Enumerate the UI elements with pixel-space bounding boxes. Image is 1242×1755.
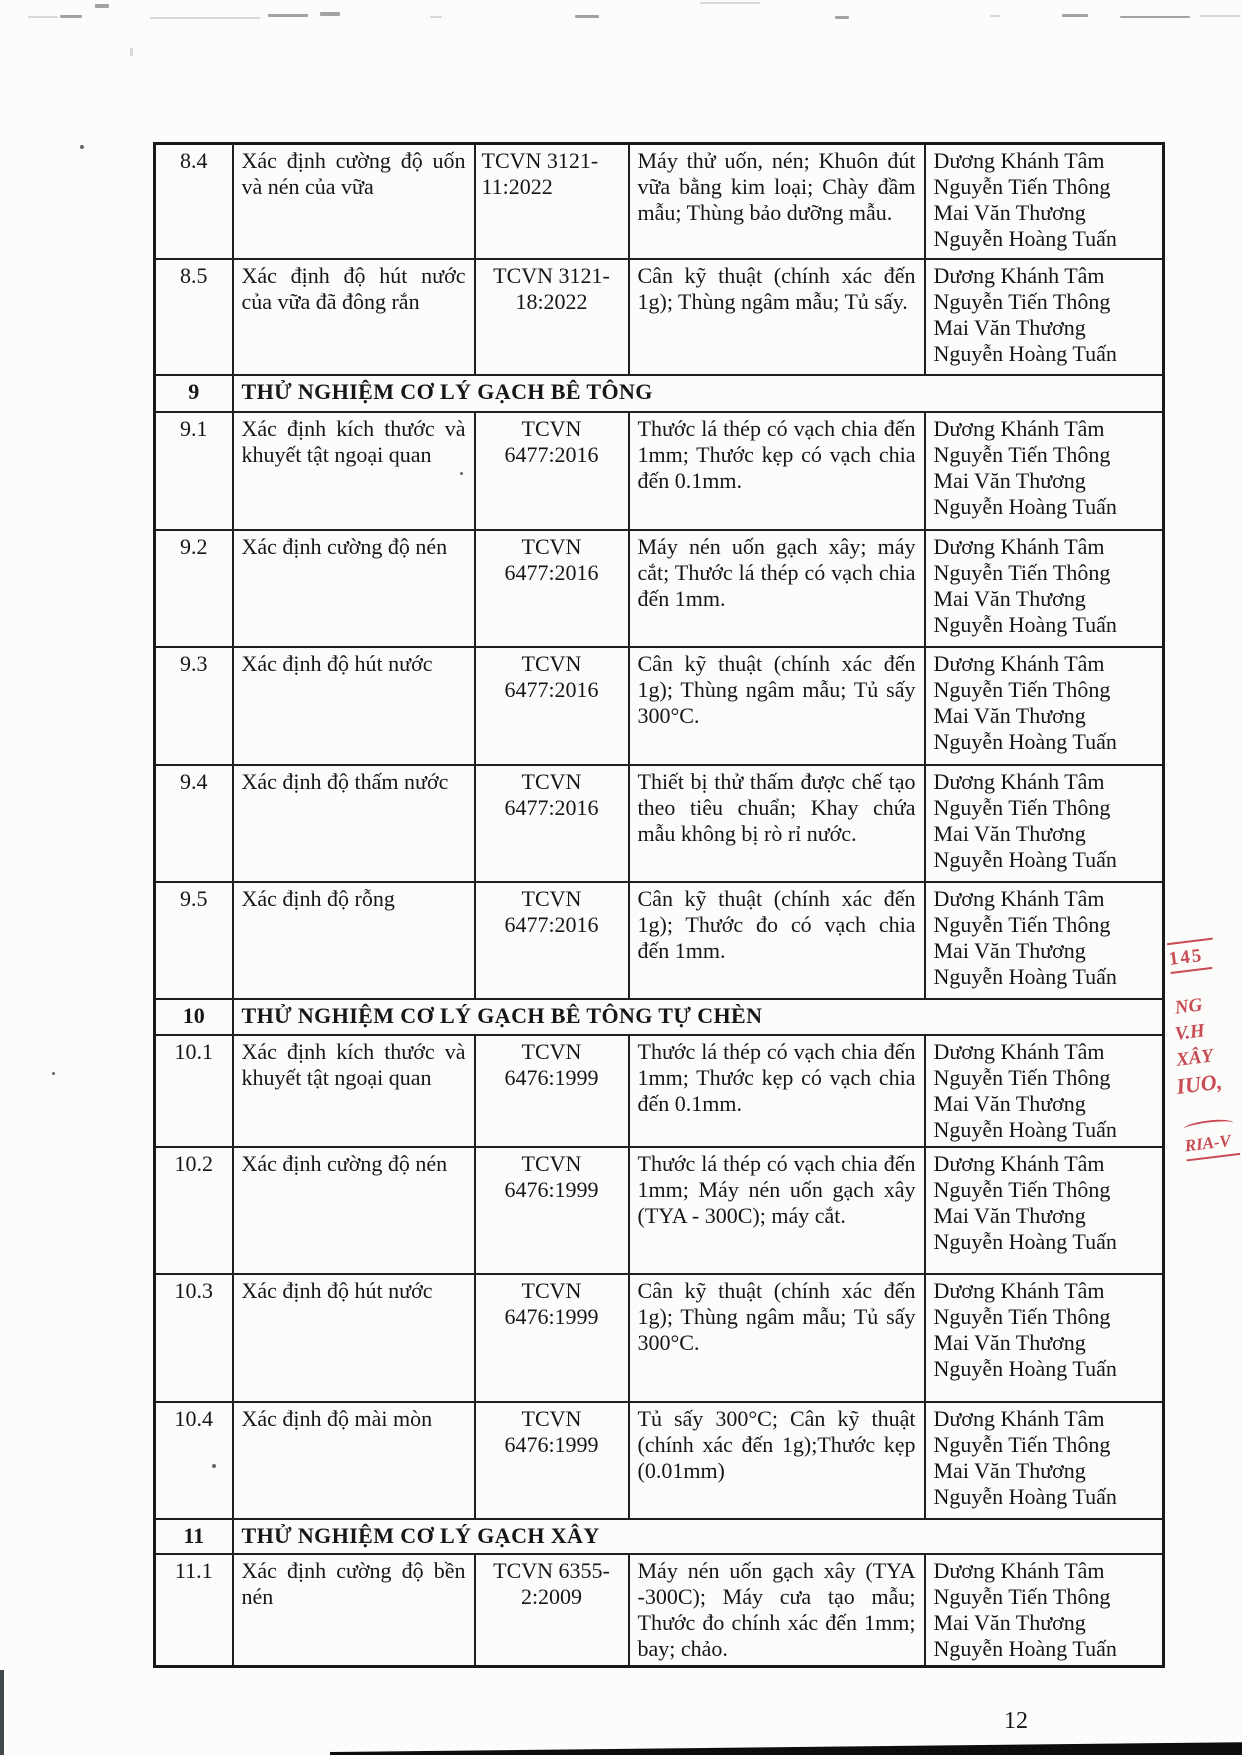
personnel-cell xyxy=(925,144,1164,259)
person-name: Nguyễn Hoàng Tuấn xyxy=(933,846,1117,872)
section-number: 11 xyxy=(155,1519,233,1554)
person-name: Nguyễn Tiến Thông xyxy=(933,559,1111,585)
person-name: Mai Văn Thương xyxy=(933,467,1086,493)
row-number-cell xyxy=(155,1554,233,1667)
row-number-cell xyxy=(155,144,233,259)
person-name: Nguyễn Tiến Thông xyxy=(933,1303,1111,1329)
row-number: 9.2 xyxy=(180,533,208,559)
person-name: Nguyễn Hoàng Tuấn xyxy=(933,226,1117,251)
personnel-cell xyxy=(925,1274,1164,1402)
standard-cell xyxy=(475,1147,629,1274)
personnel-cell xyxy=(925,765,1164,882)
personnel-cell xyxy=(925,882,1164,999)
person-name: Dương Khánh Tâm xyxy=(933,1277,1105,1303)
section-number: 9 xyxy=(155,375,233,412)
person-name: Dương Khánh Tâm xyxy=(933,415,1105,441)
person-name: Nguyễn Tiến Thông xyxy=(933,1583,1111,1609)
personnel-cell xyxy=(925,259,1164,375)
person-name: Nguyễn Hoàng Tuấn xyxy=(933,1483,1117,1509)
person-name: Dương Khánh Tâm xyxy=(933,768,1105,794)
row-number: 8.4 xyxy=(180,148,208,173)
person-name: Mai Văn Thương xyxy=(933,1202,1086,1228)
test-name: Xác định kích thước và khuyết tật ngoại quan xyxy=(241,1038,466,1090)
row-number-cell xyxy=(155,882,233,999)
standard-code-line: TCVN xyxy=(521,1150,582,1176)
person-name: Dương Khánh Tâm xyxy=(933,1405,1105,1431)
row-number-cell xyxy=(155,1274,233,1402)
table-row xyxy=(155,882,1164,999)
row-number-cell xyxy=(155,647,233,765)
person-name: Nguyễn Tiến Thông xyxy=(933,288,1111,314)
scan-edge-artifact xyxy=(0,1670,4,1755)
standard-cell xyxy=(475,1554,629,1667)
personnel-cell xyxy=(925,647,1164,765)
standard-cell xyxy=(475,530,629,647)
standard-cell xyxy=(475,882,629,999)
standard-code-line: TCVN 3121- xyxy=(493,262,610,288)
section-title: THỬ NGHIỆM CƠ LÝ GẠCH XÂY xyxy=(233,1519,1164,1554)
test-name: Xác định độ rỗng xyxy=(241,885,395,911)
person-name: Dương Khánh Tâm xyxy=(933,650,1105,676)
person-name: Nguyễn Tiến Thông xyxy=(933,441,1111,467)
person-name: Dương Khánh Tâm xyxy=(933,1557,1105,1583)
person-name: Nguyễn Hoàng Tuấn xyxy=(933,1116,1117,1142)
table-row xyxy=(155,647,1164,765)
red-stamp-fragments xyxy=(1167,934,1242,1160)
stamp-text-fragment: V.H xyxy=(1173,1020,1206,1045)
table-row xyxy=(155,144,1164,259)
person-name: Nguyễn Tiến Thông xyxy=(933,911,1111,937)
standard-code-line: TCVN xyxy=(521,533,582,559)
table-row xyxy=(155,765,1164,882)
equipment-cell xyxy=(629,1402,925,1519)
stamp-text-fragment: RIA-V xyxy=(1184,1130,1241,1161)
table-row xyxy=(155,1035,1164,1147)
person-name: Dương Khánh Tâm xyxy=(933,1150,1105,1176)
person-name: Mai Văn Thương xyxy=(933,314,1086,340)
scan-bottom-bar xyxy=(330,1740,1242,1755)
standard-cell xyxy=(475,647,629,765)
person-name: Nguyễn Tiến Thông xyxy=(933,174,1111,199)
test-name-cell xyxy=(233,530,475,647)
person-name: Mai Văn Thương xyxy=(933,1329,1086,1355)
test-name-cell xyxy=(233,1147,475,1274)
equipment-text: Thước lá thép có vạch chia đến 1mm; Thước kẹp có vạch chia đến 0.1mm. xyxy=(637,1038,916,1116)
lab-table-body xyxy=(155,144,1164,1667)
standard-cell xyxy=(475,1035,629,1147)
test-name: Xác định độ hút nước xyxy=(241,1277,433,1303)
person-name: Nguyễn Hoàng Tuấn xyxy=(933,340,1117,366)
section-title: THỬ NGHIỆM CƠ LÝ GẠCH BÊ TÔNG xyxy=(233,375,1164,412)
table-row xyxy=(155,530,1164,647)
row-number: 10.1 xyxy=(174,1038,213,1064)
standard-cell xyxy=(475,144,629,259)
table-row xyxy=(155,259,1164,375)
test-name: Xác định độ mài mòn xyxy=(241,1405,433,1431)
person-name: Dương Khánh Tâm xyxy=(933,148,1105,173)
personnel-cell xyxy=(925,412,1164,530)
test-name-cell xyxy=(233,259,475,375)
person-name: Mai Văn Thương xyxy=(933,937,1086,963)
person-name: Mai Văn Thương xyxy=(933,585,1086,611)
table-row xyxy=(155,1554,1164,1667)
table-row xyxy=(155,1402,1164,1519)
standard-code-line: 6477:2016 xyxy=(504,794,599,820)
person-name: Nguyễn Tiến Thông xyxy=(933,1176,1111,1202)
row-number-cell xyxy=(155,765,233,882)
standard-code-line: TCVN xyxy=(521,1277,582,1303)
test-name-cell xyxy=(233,1274,475,1402)
test-name-cell xyxy=(233,882,475,999)
person-name: Nguyễn Hoàng Tuấn xyxy=(933,1635,1117,1661)
standard-code-line: TCVN xyxy=(521,768,582,794)
test-name: Xác định cường độ nén xyxy=(241,533,448,559)
test-name: Xác định kích thước và khuyết tật ngoại quan xyxy=(241,415,466,467)
person-name: Mai Văn Thương xyxy=(933,200,1086,225)
test-name: Xác định cường độ nén xyxy=(241,1150,448,1176)
test-name-cell xyxy=(233,1402,475,1519)
section-header-row xyxy=(155,375,1164,412)
test-name-cell xyxy=(233,647,475,765)
equipment-text: Thước lá thép có vạch chia đến 1mm; Thước kẹp có vạch chia đến 0.1mm. xyxy=(637,415,916,493)
person-name: Mai Văn Thương xyxy=(933,820,1086,846)
equipment-cell xyxy=(629,1035,925,1147)
person-name: Dương Khánh Tâm xyxy=(933,1038,1105,1064)
section-number: 10 xyxy=(155,999,233,1035)
row-number-cell xyxy=(155,259,233,375)
person-name: Nguyễn Hoàng Tuấn xyxy=(933,493,1117,519)
test-name-cell xyxy=(233,1554,475,1667)
row-number-cell xyxy=(155,1402,233,1519)
equipment-cell xyxy=(629,647,925,765)
standard-code-line: TCVN xyxy=(521,650,582,676)
row-number-cell xyxy=(155,530,233,647)
row-number-cell xyxy=(155,1035,233,1147)
standard-code-line: TCVN 3121- xyxy=(481,148,599,173)
test-results-table xyxy=(153,142,1165,1668)
page-number: 12 xyxy=(1004,1708,1028,1734)
standard-cell xyxy=(475,259,629,375)
stamp-number: 145 xyxy=(1168,944,1213,974)
row-number: 11.1 xyxy=(174,1557,213,1583)
standard-code-line: 6477:2016 xyxy=(504,441,599,467)
standard-code-line: 2:2009 xyxy=(520,1583,583,1609)
equipment-text: Máy thử uốn, nén; Khuôn đút vữa bằng kim loại; Chày đầm mẫu; Thùng bảo dưỡng mẫu. xyxy=(637,148,916,225)
standard-code-line: TCVN 6355- xyxy=(493,1557,610,1583)
equipment-text: Cân kỹ thuật (chính xác đến 1g); Thùng ngâm mẫu; Tủ sấy 300°C. xyxy=(637,650,916,728)
equipment-cell xyxy=(629,144,925,259)
row-number-cell xyxy=(155,1147,233,1274)
test-name-cell xyxy=(233,1035,475,1147)
test-name-cell xyxy=(233,144,475,259)
person-name: Dương Khánh Tâm xyxy=(933,533,1105,559)
equipment-cell xyxy=(629,1274,925,1402)
row-number: 9.4 xyxy=(180,768,208,794)
equipment-cell xyxy=(629,882,925,999)
standard-code-line: 6476:1999 xyxy=(504,1176,599,1202)
equipment-text: Thước lá thép có vạch chia đến 1mm; Máy nén uốn gạch xây (TYA - 300C); máy cắt. xyxy=(637,1150,916,1228)
personnel-cell xyxy=(925,1402,1164,1519)
standard-cell xyxy=(475,1274,629,1402)
personnel-cell xyxy=(925,1147,1164,1274)
table-row xyxy=(155,1147,1164,1274)
person-name: Nguyễn Hoàng Tuấn xyxy=(933,963,1117,989)
test-name: Xác định độ hút nước xyxy=(241,650,433,676)
personnel-cell xyxy=(925,1554,1164,1667)
equipment-text: Tủ sấy 300°C; Cân kỹ thuật (chính xác đến 1g);Thước kẹp (0.01mm) xyxy=(637,1405,916,1483)
row-number-cell xyxy=(155,412,233,530)
standard-code-line: 6477:2016 xyxy=(504,559,599,585)
row-number: 10.3 xyxy=(174,1277,213,1303)
test-name: Xác định độ hút nước của vữa đã đông rắn xyxy=(241,262,466,314)
person-name: Nguyễn Hoàng Tuấn xyxy=(933,728,1117,754)
row-number: 9.3 xyxy=(180,650,208,676)
person-name: Nguyễn Tiến Thông xyxy=(933,676,1111,702)
standard-code-line: TCVN xyxy=(521,1038,582,1064)
standard-code-line: 6476:1999 xyxy=(504,1303,599,1329)
standard-code-line: TCVN xyxy=(521,1405,582,1431)
person-name: Nguyễn Hoàng Tuấn xyxy=(933,611,1117,637)
row-number: 9.5 xyxy=(180,885,208,911)
row-number: 8.5 xyxy=(180,262,208,288)
person-name: Mai Văn Thương xyxy=(933,1090,1086,1116)
test-name: Xác định cường độ uốn và nén của vữa xyxy=(241,148,466,199)
test-name: Xác định độ thấm nước xyxy=(241,768,449,794)
personnel-cell xyxy=(925,530,1164,647)
equipment-cell xyxy=(629,1147,925,1274)
standard-code-line: 11:2022 xyxy=(481,174,553,199)
person-name: Mai Văn Thương xyxy=(933,1457,1086,1483)
standard-code-line: 6476:1999 xyxy=(504,1064,599,1090)
row-number: 9.1 xyxy=(180,415,208,441)
standard-cell xyxy=(475,765,629,882)
table-row xyxy=(155,1274,1164,1402)
standard-code-line: TCVN xyxy=(521,885,582,911)
equipment-text: Cân kỹ thuật (chính xác đến 1g); Thùng ngâm mẫu; Tủ sấy. xyxy=(637,262,916,314)
equipment-cell xyxy=(629,765,925,882)
equipment-text: Máy nén uốn gạch xây; máy cắt; Thước lá thép có vạch chia đến 1mm. xyxy=(637,533,916,611)
section-header-row xyxy=(155,1519,1164,1554)
stamp-text-fragment: XÂY xyxy=(1175,1045,1215,1071)
test-name: Xác định cường độ bền nén xyxy=(241,1557,466,1609)
row-number: 10.2 xyxy=(174,1150,213,1176)
equipment-text: Cân kỹ thuật (chính xác đến 1g); Thước đo có vạch chia đến 1mm. xyxy=(637,885,916,963)
standard-cell xyxy=(475,1402,629,1519)
person-name: Nguyễn Tiến Thông xyxy=(933,794,1111,820)
test-name-cell xyxy=(233,765,475,882)
person-name: Nguyễn Tiến Thông xyxy=(933,1064,1111,1090)
person-name: Dương Khánh Tâm xyxy=(933,885,1105,911)
equipment-cell xyxy=(629,1554,925,1667)
person-name: Nguyễn Hoàng Tuấn xyxy=(933,1228,1117,1254)
person-name: Mai Văn Thương xyxy=(933,702,1086,728)
equipment-cell xyxy=(629,259,925,375)
table-row xyxy=(155,412,1164,530)
section-title: THỬ NGHIỆM CƠ LÝ GẠCH BÊ TÔNG TỰ CHÈN xyxy=(233,999,1164,1035)
row-number: 10.4 xyxy=(174,1405,213,1431)
person-name: Mai Văn Thương xyxy=(933,1609,1086,1635)
equipment-text: Máy nén uốn gạch xây (TYA -300C); Máy cưa tạo mẫu; Thước đo chính xác đến 1mm; bay; chảo. xyxy=(637,1557,916,1661)
section-header-row xyxy=(155,999,1164,1035)
standard-code-line: 6476:1999 xyxy=(504,1431,599,1457)
standard-cell xyxy=(475,412,629,530)
equipment-text: Thiết bị thử thấm được chế tạo theo tiêu chuẩn; Khay chứa mẫu không bị rò rỉ nước. xyxy=(637,768,916,846)
person-name: Nguyễn Tiến Thông xyxy=(933,1431,1111,1457)
stamp-text-fragment: IUO, xyxy=(1174,1068,1224,1100)
person-name: Nguyễn Hoàng Tuấn xyxy=(933,1355,1117,1381)
equipment-text: Cân kỹ thuật (chính xác đến 1g); Thùng ngâm mẫu; Tủ sấy 300°C. xyxy=(637,1277,916,1355)
standard-code-line: 6477:2016 xyxy=(504,676,599,702)
standard-code-line: TCVN xyxy=(521,415,582,441)
equipment-cell xyxy=(629,530,925,647)
stamp-text-fragment: NG xyxy=(1173,994,1204,1019)
standard-code-line: 18:2022 xyxy=(515,288,588,314)
test-name-cell xyxy=(233,412,475,530)
personnel-cell xyxy=(925,1035,1164,1147)
equipment-cell xyxy=(629,412,925,530)
standard-code-line: 6477:2016 xyxy=(504,911,599,937)
person-name: Dương Khánh Tâm xyxy=(933,262,1105,288)
